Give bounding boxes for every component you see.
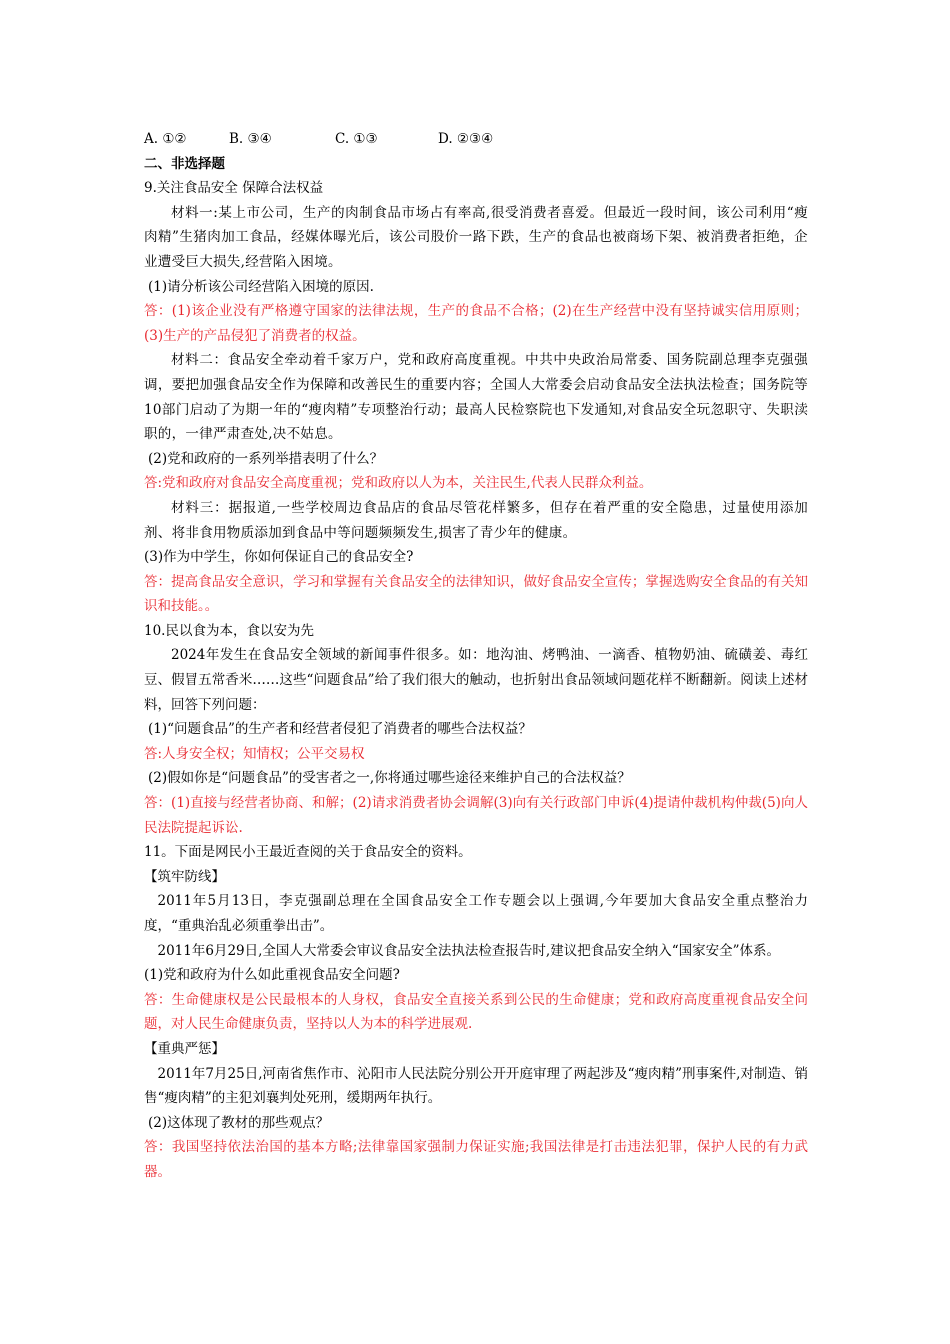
option-d: D. ②③④ xyxy=(438,131,494,147)
section-heading: 二、非选择题 xyxy=(144,155,225,172)
answer-options xyxy=(144,127,808,152)
q10-answer-2: 答：(1)直接与经营者协商、和解；(2)请求消费者协会调解(3)向有关行政部门申诉(4)提请仲裁机构仲裁(5)向人民法院提起诉讼. xyxy=(144,795,808,836)
question-9-title: 9.关注食品安全 保障合法权益 xyxy=(144,180,324,197)
q11-paragraph-1: 2011年5月13日，李克强副总理在全国食品安全工作专题会以上强调,今年要加大食品安全重点整治力度，“重典治乱必须重拳出击”。 xyxy=(144,893,808,934)
q11-answer-1: 答：生命健康权是公民最根本的人身权，食品安全直接关系到公民的生命健康；党和政府高度重视食品安全问题，对人民生命健康负责，坚持以人为本的科学进展观. xyxy=(144,991,808,1033)
question-10-title: 10.民以食为本，食以安为先 xyxy=(144,622,314,639)
q9-material-3: 材料三：据报道,一些学校周边食品店的食品尽管花样繁多，但存在着严重的安全隐患，过量使用添加剂、将非食用物质添加到食品中等问题频频发生,损害了青少年的健康。 xyxy=(144,499,808,541)
document-page xyxy=(144,120,808,1185)
q9-question-2: (2)党和政府的一系列举措表明了什么？ xyxy=(148,450,384,467)
q9-answer-3: 答：提高食品安全意识，学习和掌握有关食品安全的法律知识，做好食品安全宣传；掌握选购安全食品的有关知识和技能。。 xyxy=(144,573,808,615)
q9-question-1: (1)请分析该公司经营陷入困境的原因. xyxy=(148,278,374,295)
question-11-title: 11。下面是网民小王最近查阅的关于食品安全的资料。 xyxy=(144,844,472,861)
q11-section-label-1: 【筑牢防线】 xyxy=(144,868,225,885)
q10-question-1: (1)“问题食品”的生产者和经营者侵犯了消费者的哪些合法权益？ xyxy=(148,721,532,738)
q9-material-2: 材料二：食品安全牵动着千家万户，党和政府高度重视。中共中央政治局常委、国务院副总理李克强强调，要把加强食品安全作为保障和改善民生的重要内容；全国人大常委会启动食品安全法执法检查；国务院等10部门启动了为期一年的“瘦肉精”专项整治行动；最高人民检察院也下发通知,对食品安全玩忽职守、失职渎职的，一律严肃查处,决不姑息。 xyxy=(144,352,808,443)
q10-answer-1: 答:人身安全权；知情权；公平交易权 xyxy=(144,745,365,762)
option-a: A. ①② xyxy=(144,131,187,147)
q11-paragraph-2: 2011年6月29日,全国人大常委会审议食品安全法执法检查报告时,建议把食品安全纳入“国家安全”体系。 xyxy=(157,942,781,959)
q9-answer-2: 答:党和政府对食品安全高度重视；党和政府以人为本，关注民生,代表人民群众利益。 xyxy=(144,475,653,492)
q11-section-label-2: 【重典严惩】 xyxy=(144,1040,225,1057)
q9-answer-1: 答：(1)该企业没有严格遵守国家的法律法规，生产的食品不合格；(2)在生产经营中没有坚持诚实信用原则；(3)生产的产品侵犯了消费者的权益。 xyxy=(144,303,808,344)
q11-question-1: (1)党和政府为什么如此重视食品安全问题? xyxy=(144,967,400,984)
q9-question-3: (3)作为中学生，你如何保证自己的食品安全? xyxy=(144,549,414,566)
q11-answer-2: 答：我国坚持依法治国的基本方略;法律靠国家强制力保证实施;我国法律是打击违法犯罪，保护人民的有力武器。 xyxy=(144,1139,808,1180)
q11-paragraph-3: 2011年7月25日,河南省焦作市、沁阳市人民法院分别公开开庭审理了两起涉及“瘦肉精”刑事案件,对制造、销售“瘦肉精”的主犯刘襄判处死刑，缓期两年执行。 xyxy=(144,1065,808,1107)
q10-paragraph: 2024年发生在食品安全领域的新闻事件很多。如：地沟油、烤鸭油、一滴香、植物奶油、硫磺姜、毒红豆、假冒五常香米……这些“问题食品”给了我们很大的触动，也折射出食品领域问题花样不断翻新。阅读上述材料，回答下列问题： xyxy=(144,647,808,713)
q11-question-2: (2)这体现了教材的那些观点？ xyxy=(148,1114,330,1131)
option-b: B. ③④ xyxy=(229,131,272,147)
q10-question-2: (2)假如你是“问题食品”的受害者之一,你将通过哪些途径来维护自己的合法权益？ xyxy=(148,770,631,787)
option-c: C. ①③ xyxy=(335,131,378,147)
q9-material-1: 材料一:某上市公司，生产的肉制食品市场占有率高,很受消费者喜爱。但最近一段时间，该公司利用“瘦肉精”生猪肉加工食品，经媒体曝光后，该公司股价一路下跌，生产的食品也被商场下架、被消费者拒绝，企业遭受巨大损失,经营陷入困境。 xyxy=(144,204,808,270)
